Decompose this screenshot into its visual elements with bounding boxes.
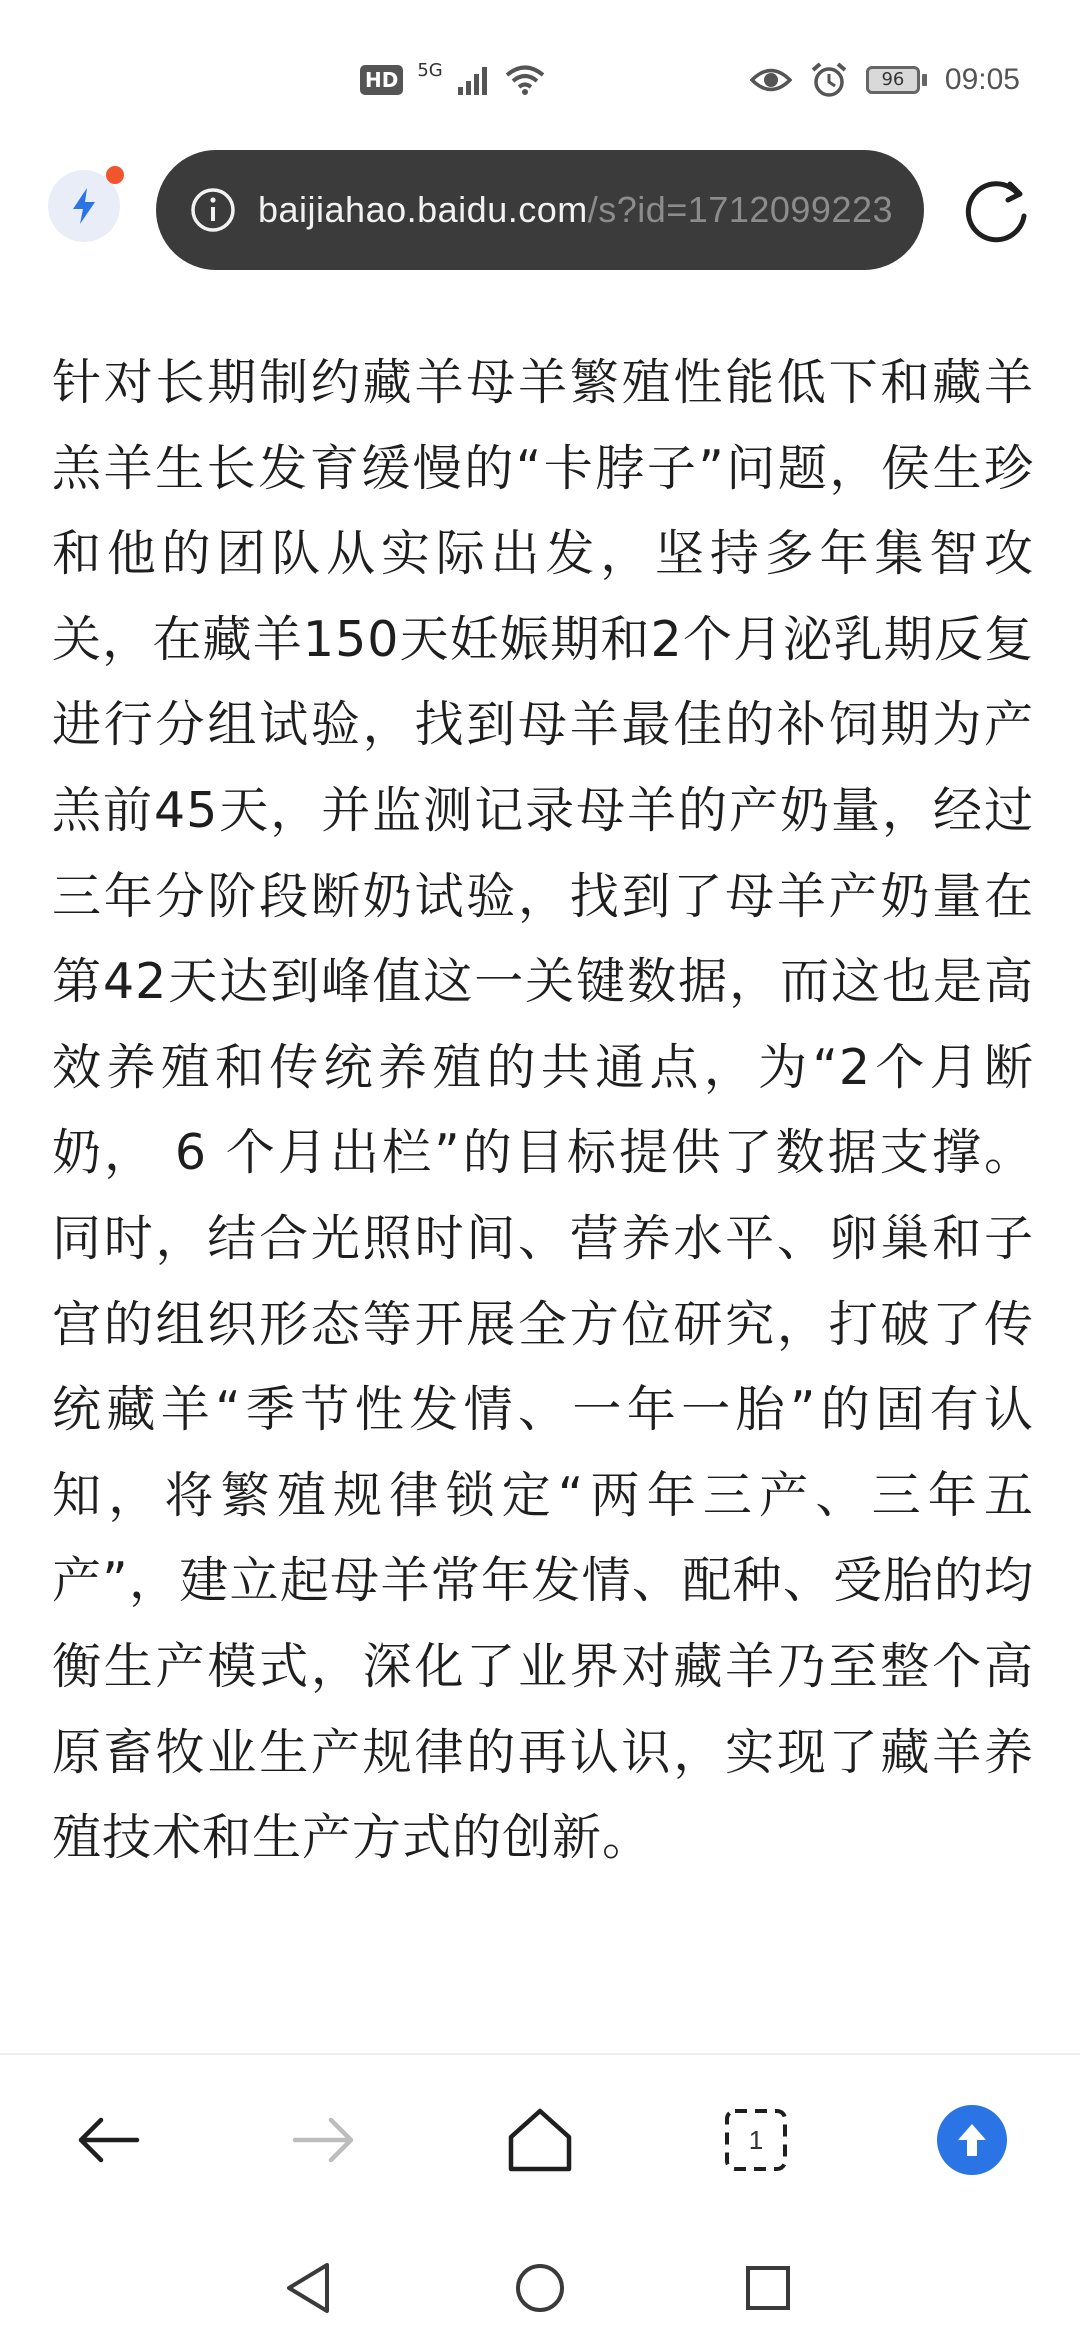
scroll-top-icon bbox=[952, 2120, 992, 2160]
triangle-back-icon bbox=[283, 2261, 333, 2315]
forward-icon bbox=[289, 2110, 359, 2170]
url-text[interactable] bbox=[258, 189, 893, 231]
forward-button[interactable] bbox=[284, 2100, 364, 2180]
scroll-top-button[interactable] bbox=[932, 2100, 1012, 2180]
article-body: 针对长期制约藏羊母羊繁殖性能低下和藏羊羔羊生长发育缓慢的“卡脖子”问题，侯生珍和他的团队从实际出发，坚持多年集智攻关，在藏羊150天妊娠期和2个月泌乳期反复进行分组试验，找到母羊最佳的补饲期为产羔前45天，并监测记录母羊的产奶量，经过三年分阶段断奶试验，找到了母羊产奶量在第42天达到峰值这一关键数据，而这也是高效养殖和传统养殖的共通点，为“2个月断奶， 6 个月出栏”的目标提供了数据支撑。同时，结合光照时间、营养水平、卵巢和子宫的组织形态等开展全方位研究，打破了传统藏羊“季节性发情、一年一胎”的固有认知，将繁殖规律锁定“两年三产、三年五产”，建立起母羊常年发情、配种、受胎的均衡生产模式，深化了业界对藏羊乃至整个高原畜牧业生产规律的再认识，实现了藏羊养殖技术和生产方式的创新。 bbox=[52, 354, 1034, 1867]
url-host: baijiahao.baidu.com bbox=[258, 189, 588, 230]
battery-cap bbox=[922, 74, 927, 86]
notification-dot bbox=[106, 166, 124, 184]
url-path: /s?id=1712099223 bbox=[587, 189, 894, 230]
info-icon[interactable] bbox=[190, 187, 236, 233]
tabs-button[interactable] bbox=[716, 2100, 796, 2180]
status-bar bbox=[0, 0, 1080, 140]
nav-recents-button[interactable] bbox=[738, 2258, 798, 2318]
nav-back-button[interactable] bbox=[278, 2258, 338, 2318]
nav-home-button[interactable] bbox=[510, 2258, 570, 2318]
home-icon bbox=[505, 2107, 575, 2173]
home-button[interactable] bbox=[500, 2100, 580, 2180]
back-button[interactable] bbox=[68, 2100, 148, 2180]
status-left bbox=[360, 58, 545, 102]
status-right bbox=[750, 58, 1020, 102]
network-type: 5G bbox=[417, 59, 443, 81]
tab-count: 1 bbox=[748, 2124, 764, 2155]
battery-level: 96 bbox=[866, 66, 920, 94]
toolbar-divider bbox=[0, 2053, 1080, 2055]
battery-indicator bbox=[866, 66, 927, 94]
back-icon bbox=[73, 2110, 143, 2170]
clock: 09:05 bbox=[944, 63, 1020, 96]
url-bar[interactable] bbox=[156, 150, 924, 270]
square-recents-icon bbox=[743, 2263, 793, 2313]
reload-icon[interactable] bbox=[958, 172, 1034, 248]
hd-badge: HD bbox=[360, 65, 403, 95]
signal-icon bbox=[457, 65, 491, 95]
scroll-top-circle bbox=[937, 2105, 1007, 2175]
lightning-icon bbox=[69, 186, 99, 226]
wifi-icon bbox=[505, 64, 545, 96]
eye-icon bbox=[750, 65, 792, 95]
alarm-icon bbox=[810, 61, 848, 99]
circle-home-icon bbox=[513, 2261, 567, 2315]
